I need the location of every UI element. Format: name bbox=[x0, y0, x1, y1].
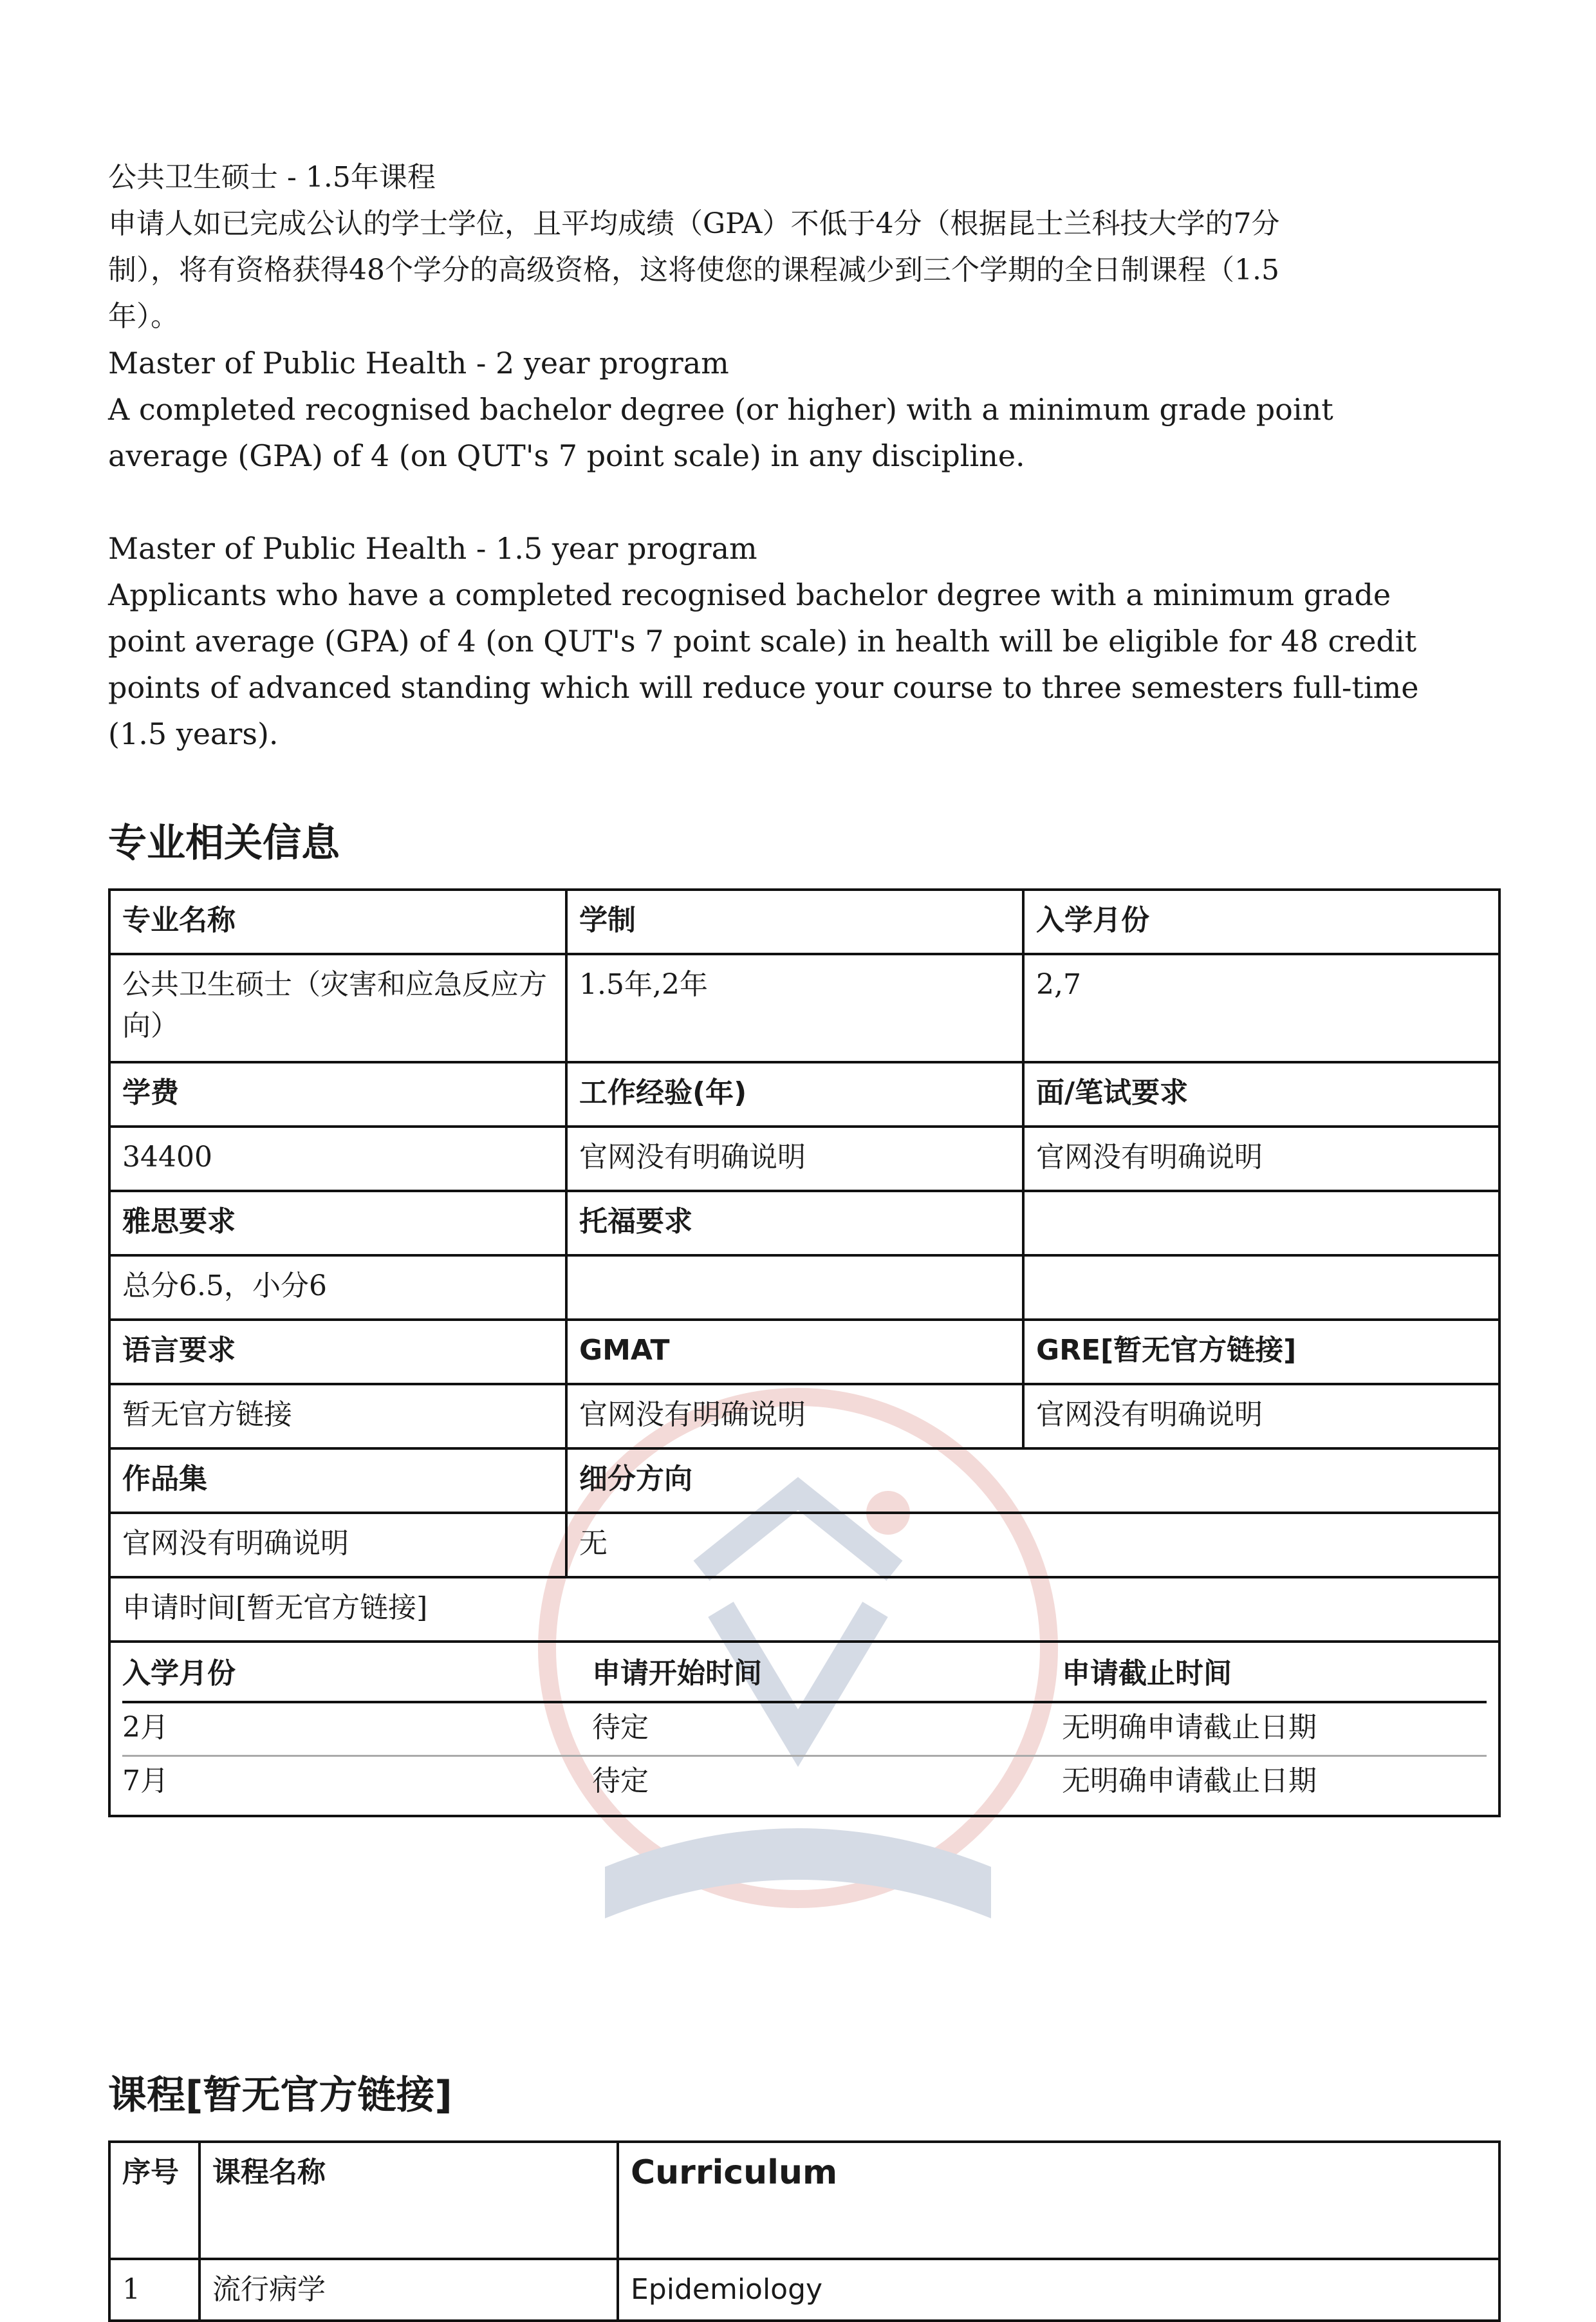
intro-section bbox=[108, 154, 1498, 757]
gmat-label: GMAT bbox=[566, 1320, 1023, 1384]
work-exp-value: 官网没有明确说明 bbox=[566, 1127, 1023, 1191]
duration-value: 1.5年,2年 bbox=[566, 954, 1023, 1062]
portfolio-label: 作品集 bbox=[109, 1448, 566, 1513]
intro-en-body-line: Applicants who have a completed recognised bachelor degree with a minimum grade bbox=[108, 577, 1391, 612]
courses-table bbox=[108, 2140, 1501, 2322]
apply-time-label: 申请时间[暂无官方链接] bbox=[109, 1577, 1499, 1642]
intake-value: 2,7 bbox=[1023, 954, 1499, 1062]
toefl-label: 托福要求 bbox=[566, 1191, 1023, 1255]
timeline-table bbox=[122, 1649, 1487, 1808]
intro-en-body-line: points of advanced standing which will reduce your course to three semesters full-time bbox=[108, 670, 1419, 705]
course-no: 1 bbox=[109, 2259, 200, 2321]
timeline-deadline: 无明确申请截止日期 bbox=[1062, 1765, 1317, 1797]
program-name-value: 公共卫生硕士（灾害和应急反应方向） bbox=[109, 954, 566, 1062]
portfolio-value: 官网没有明确说明 bbox=[109, 1513, 566, 1577]
table-row bbox=[109, 2259, 1499, 2321]
info-section-heading: 专业相关信息 bbox=[108, 821, 340, 866]
intro-en-body-line: point average (GPA) of 4 (on QUT's 7 point scale) in health will be eligible for 48 credit bbox=[108, 624, 1417, 659]
curriculum-header: Curriculum bbox=[618, 2142, 1499, 2259]
intro-en-title: Master of Public Health - 1.5 year program bbox=[108, 531, 757, 566]
timeline-intake: 2月 bbox=[122, 1702, 592, 1756]
timeline-cell bbox=[109, 1642, 1499, 1816]
intro-cn-title: 公共卫生硕士 - 1.5年课程 bbox=[108, 161, 436, 194]
paragraph-gap bbox=[108, 479, 1498, 525]
course-no-header: 序号 bbox=[109, 2142, 200, 2259]
intro-en-body-line: A completed recognised bachelor degree (or higher) with a minimum grade point bbox=[108, 392, 1333, 427]
language-value: 暂无官方链接 bbox=[109, 1384, 566, 1448]
intro-en-body-line: average (GPA) of 4 (on QUT's 7 point scale) in any discipline. bbox=[108, 438, 1025, 473]
subfield-value: 无 bbox=[566, 1513, 1499, 1577]
program-info-table bbox=[108, 888, 1501, 1817]
tuition-label: 学费 bbox=[109, 1062, 566, 1127]
course-curriculum: Epidemiology bbox=[618, 2259, 1499, 2321]
timeline-start: 待定 bbox=[592, 1765, 649, 1797]
toefl-value bbox=[566, 1255, 1023, 1320]
courses-section-heading: 课程[暂无官方链接] bbox=[108, 2073, 452, 2118]
duration-label: 学制 bbox=[566, 890, 1023, 954]
document-page bbox=[108, 154, 1498, 2306]
intro-cn-body-line: 年）。 bbox=[108, 300, 179, 333]
gre-label: GRE[暂无官方链接] bbox=[1023, 1320, 1499, 1384]
program-name-label: 专业名称 bbox=[109, 890, 566, 954]
interview-label: 面/笔试要求 bbox=[1023, 1062, 1499, 1127]
subfield-label: 细分方向 bbox=[566, 1448, 1499, 1513]
course-name-header: 课程名称 bbox=[200, 2142, 618, 2259]
timeline-header-intake: 入学月份 bbox=[122, 1649, 592, 1702]
timeline-header-deadline: 申请截止时间 bbox=[1062, 1649, 1487, 1702]
intro-cn-body-line: 制），将有资格获得48个学分的高级资格，这将使您的课程减少到三个学期的全日制课程（1.5 bbox=[108, 254, 1279, 286]
timeline-row bbox=[122, 1702, 1487, 1756]
timeline-start: 待定 bbox=[592, 1702, 1062, 1756]
ielts-value: 总分6.5，小分6 bbox=[109, 1255, 566, 1320]
empty-cell bbox=[1023, 1255, 1499, 1320]
intro-en-body-line: (1.5 years). bbox=[108, 716, 279, 751]
gre-value: 官网没有明确说明 bbox=[1023, 1384, 1499, 1448]
empty-cell bbox=[1023, 1191, 1499, 1255]
timeline-intake: 7月 bbox=[122, 1765, 169, 1797]
tuition-value: 34400 bbox=[109, 1127, 566, 1191]
intro-en-title: Master of Public Health - 2 year program bbox=[108, 346, 729, 380]
language-label: 语言要求 bbox=[109, 1320, 566, 1384]
intake-label: 入学月份 bbox=[1023, 890, 1499, 954]
gmat-value: 官网没有明确说明 bbox=[566, 1384, 1023, 1448]
timeline-row bbox=[122, 1756, 1487, 1809]
course-name: 流行病学 bbox=[200, 2259, 618, 2321]
timeline-header-start: 申请开始时间 bbox=[592, 1649, 1062, 1702]
intro-cn-body-line: 申请人如已完成公认的学士学位，且平均成绩（GPA）不低于4分（根据昆士兰科技大学的7分 bbox=[108, 207, 1280, 240]
work-exp-label: 工作经验(年) bbox=[566, 1062, 1023, 1127]
interview-value: 官网没有明确说明 bbox=[1023, 1127, 1499, 1191]
ielts-label: 雅思要求 bbox=[109, 1191, 566, 1255]
timeline-deadline: 无明确申请截止日期 bbox=[1062, 1702, 1487, 1756]
